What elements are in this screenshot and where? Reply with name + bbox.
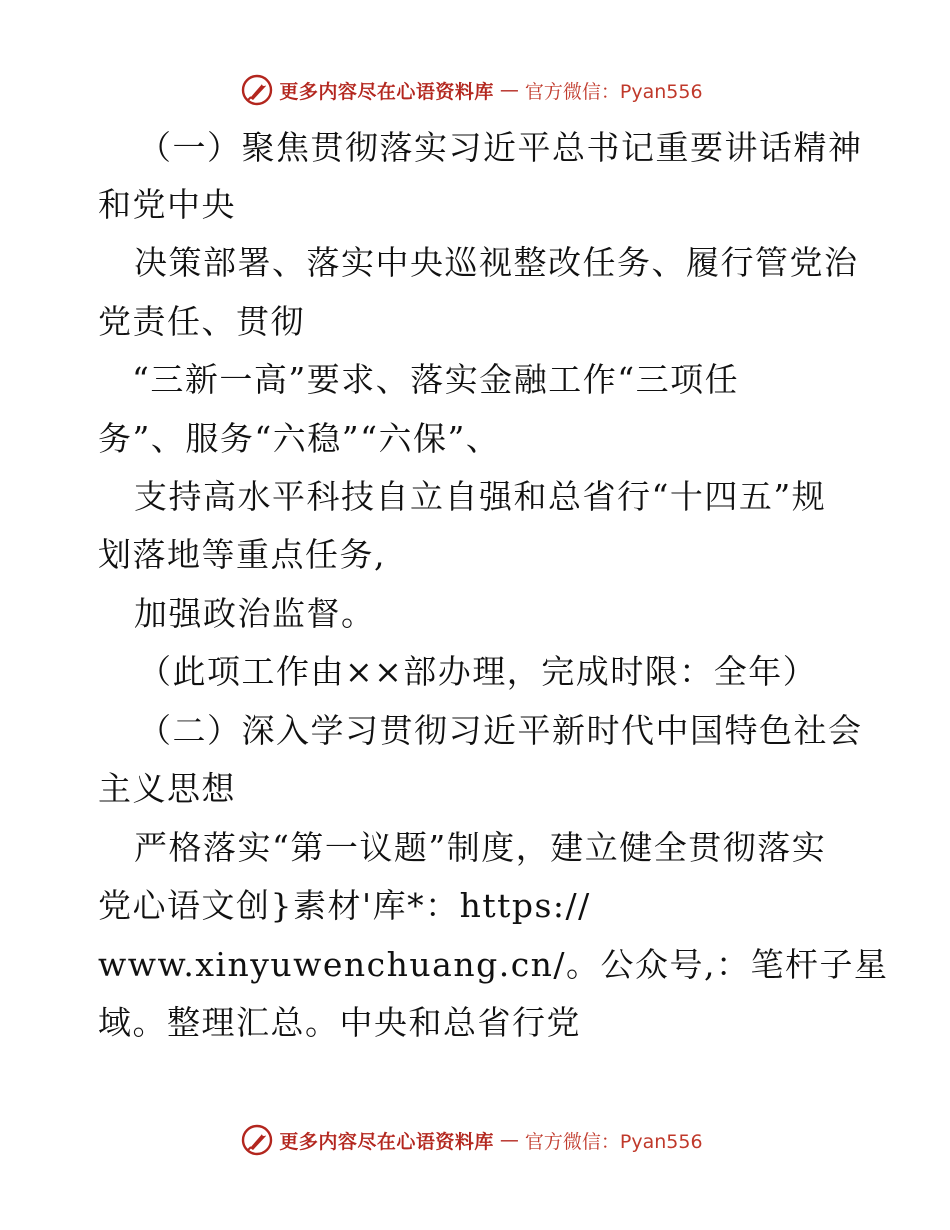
footer-site-text: 更多内容尽在心语资料库	[279, 1130, 494, 1153]
body-line-1: （一）聚焦贯彻落实习近平总书记重要讲话精神	[138, 128, 863, 167]
quill-pen-logo-icon	[241, 74, 273, 106]
footer-separator: —	[499, 1129, 519, 1151]
body-line-15: www.xinyuwenchuang.cn/。公众号,：笔杆子星	[98, 945, 889, 984]
header-banner	[0, 70, 950, 110]
footer-contact-text: 官方微信：Pyan556	[524, 1130, 703, 1153]
header-site-text: 更多内容尽在心语资料库	[279, 80, 494, 103]
body-line-10: （此项工作由××部办理，完成时限：全年）	[138, 652, 818, 691]
body-line-2: 和党中央	[98, 185, 236, 224]
quill-pen-logo-icon	[241, 1124, 273, 1156]
body-line-8: 划落地等重点任务,	[98, 535, 386, 574]
body-line-13: 严格落实“第一议题”制度，建立健全贯彻落实	[134, 828, 827, 867]
footer-banner	[0, 1120, 950, 1160]
body-line-9: 加强政治监督。	[134, 594, 376, 633]
body-line-16: 域。整理汇总。中央和总省行党	[98, 1003, 581, 1042]
body-line-11: （二）深入学习贯彻习近平新时代中国特色社会	[138, 711, 863, 750]
footer-banner-inner	[241, 1124, 702, 1156]
body-line-14: 党心语文创}素材'库*：https://	[98, 886, 591, 925]
body-line-12: 主义思想	[98, 769, 236, 808]
body-line-3: 决策部署、落实中央巡视整改任务、履行管党治	[134, 243, 859, 282]
body-line-7: 支持高水平科技自立自强和总省行“十四五”规	[134, 477, 827, 516]
body-line-4: 党责任、贯彻	[98, 302, 305, 341]
body-line-6: 务”、服务“六稳”“六保”、	[98, 419, 501, 458]
header-separator: —	[499, 79, 519, 101]
header-contact-text: 官方微信：Pyan556	[524, 80, 703, 103]
header-banner-inner	[241, 74, 702, 106]
body-line-5: “三新一高”要求、落实金融工作“三项任	[132, 360, 740, 399]
